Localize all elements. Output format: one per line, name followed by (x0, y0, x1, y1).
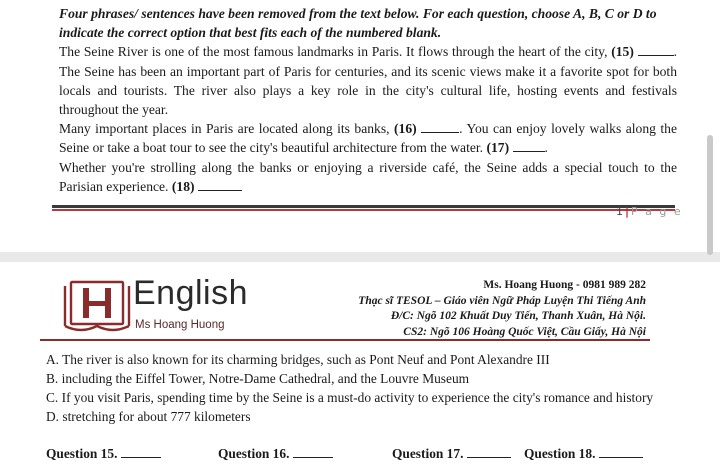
blank-18 (198, 178, 242, 191)
contact-block (358, 278, 646, 340)
question-15-marker: (15) (611, 44, 634, 60)
question-18-answer (524, 446, 643, 462)
question-17-label: Question 17. (392, 446, 464, 461)
footer-rule-dark (52, 205, 675, 208)
paragraph-2-text-c: . (544, 140, 548, 156)
question-16-marker: (16) (394, 121, 417, 137)
paragraph-3-text-a: Whether you're strolling along the banks or enjoying a riverside café, the Seine adds a special touch to the Parisian experience. (59, 159, 677, 194)
answer-options (46, 350, 676, 426)
contact-title: Thạc sĩ TESOL – Giáo viên Ngữ Pháp Luyện Thi Tiếng Anh (358, 294, 646, 307)
question-17-marker: (17) (486, 140, 510, 156)
passage-content (59, 4, 677, 196)
instruction-text: Four phrases/ sentences have been removed from the text below. For each question, choose A, B, C or D to indicate the correct option that best fits each of the numbered blank. (59, 6, 657, 41)
scrollbar-thumb[interactable] (707, 135, 713, 255)
page-gap (0, 252, 720, 262)
answer-blank-18[interactable] (599, 446, 643, 458)
logo-text: English (133, 274, 249, 312)
header-rule (40, 339, 650, 341)
contact-address-2: CS2: Ngõ 106 Hoàng Quốc Việt, Cầu Giấy, Hà Nội (403, 325, 646, 338)
logo-subtitle: Ms Hoang Huong (135, 319, 225, 331)
page-number-separator: | (625, 205, 630, 218)
footer-rule-red (52, 209, 675, 211)
page-number (616, 205, 683, 218)
question-18-marker: (18) (171, 178, 195, 194)
paragraph-1-text-b: . The Seine has been an important part of Paris for centuries, and its scenic views make it a favorite spot for both locals and tourists. The river also plays a key role in the city's cultural life, hosting events and festivals throughout the year. (59, 44, 677, 118)
question-16-label: Question 16. (218, 446, 290, 461)
blank-15 (638, 43, 674, 56)
paragraph-1-text-a: The Seine River is one of the most famous landmarks in Paris. It flows through the heart of the city, (59, 44, 608, 60)
paragraph-3 (59, 158, 677, 196)
question-15-answer (46, 446, 161, 462)
page-number-label: P a g e (631, 205, 683, 218)
question-16-answer (218, 446, 333, 462)
page-number-value: 1 (616, 205, 623, 218)
answer-blank-15[interactable] (121, 446, 161, 458)
answer-blank-16[interactable] (293, 446, 333, 458)
question-15-label: Question 15. (46, 446, 118, 461)
paragraph-2-text-a: Many important places in Paris are located along its banks, (59, 121, 390, 137)
contact-address-1: Đ/C: Ngõ 102 Khuất Duy Tiến, Thanh Xuân, Hà Nội. (390, 310, 646, 323)
contact-name: Ms. Hoang Huong - 0981 989 282 (483, 279, 646, 291)
option-b: B. including the Eiffel Tower, Notre-Dame Cathedral, and the Louvre Museum (46, 371, 470, 386)
paragraph-1 (59, 42, 677, 119)
option-c: C. If you visit Paris, spending time by the Seine is a must-do activity to experience the city's romance and history (46, 390, 654, 405)
paragraph-2-text-b: . You can enjoy lovely walks along the Seine or take a boat tour to see the city's beautiful architecture from the water. (59, 121, 677, 156)
option-d: D. stretching for about 777 kilometers (46, 409, 251, 424)
question-18-label: Question 18. (524, 446, 596, 461)
question-17-answer (392, 446, 511, 462)
paragraph-2 (59, 119, 677, 157)
blank-17 (513, 139, 545, 152)
option-a: A. The river is also known for its charming bridges, such as Pont Neuf and Pont Alexandre III (46, 352, 550, 367)
blank-16 (421, 120, 459, 133)
answer-blank-17[interactable] (467, 446, 511, 458)
